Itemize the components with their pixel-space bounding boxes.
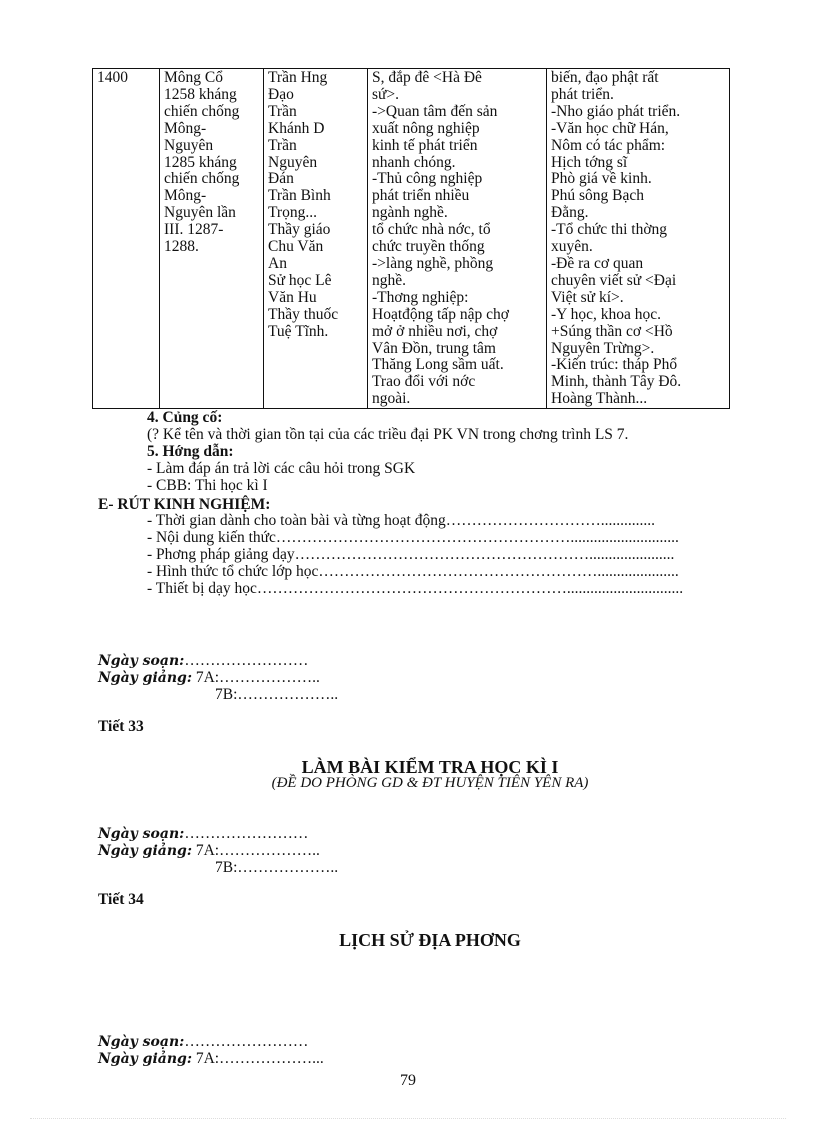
cell-text-line: biến, đạo phật rất [551, 70, 659, 86]
cell-text-line: -Nho giáo phát triển. [551, 103, 681, 120]
cell-text-line: Nguyên [268, 154, 318, 171]
lesson-number: Tiết 34 [98, 891, 144, 908]
table-cell-events [160, 69, 264, 409]
cell-text-line: III. 1287- [164, 222, 224, 239]
cell-text-line: Trao đổi với nớc [372, 374, 476, 391]
cell-text-line: Mông- [164, 188, 207, 205]
date-prepared [98, 1033, 308, 1051]
section-e-heading: E- RÚT KINH NGHIỆM: [98, 496, 271, 513]
section-e-line: - Hình thức tổ chức lớp học………………………………………………..................... [147, 563, 679, 580]
cell-text-line: -Y học, khoa học. [551, 306, 662, 323]
cell-text-line: nghề. [372, 272, 407, 289]
date-taught [98, 1050, 324, 1068]
cell-text-line: sứ>. [372, 86, 400, 103]
table-row [93, 69, 730, 409]
cell-text-line: ngành nghề. [372, 205, 448, 222]
date-prepared [98, 825, 308, 843]
cell-text-line: Vân Đồn, trung tâm [372, 340, 496, 357]
date-taught [98, 842, 320, 860]
date-prepared-dots: …………………… [184, 1033, 309, 1050]
cell-text-line: chức truyền thống [372, 239, 485, 256]
cell-text-line: phát triển nhiều [372, 188, 470, 205]
lesson-subtitle: (ĐỀ DO PHÒNG GD & ĐT HUYỆN TIÊN YÊN RA) [271, 775, 589, 791]
date-prepared [98, 652, 308, 670]
cell-text-line: Phú sông Bạch [551, 188, 644, 205]
date-prepared-label: Ngày soạn: [98, 826, 185, 842]
cell-text-line: chiến chống [164, 103, 240, 120]
section-e-line: - Phơng pháp giảng dạy…………………………………………………...................... [147, 546, 675, 563]
date-taught-7a: 7A:………………... [195, 1050, 324, 1067]
cell-text-line: Phò giá về kinh. [551, 171, 652, 188]
date-taught-label: Ngày giảng: [98, 670, 192, 686]
table-cell-year [93, 69, 160, 409]
table-cell-people [264, 69, 368, 409]
cell-text-line: Đằng. [551, 205, 589, 222]
section-4-heading: 4. Củng cố: [147, 409, 223, 426]
date-taught-label: Ngày giảng: [98, 1051, 192, 1067]
cell-text-line: mở ở nhiều nơi, chợ [372, 323, 498, 340]
cell-text-line: Chu Văn [268, 239, 324, 256]
section-5-heading: 5. Hớng dẫn: [147, 443, 234, 460]
lesson-title: LÀM BÀI KIỂM TRA HỌC KÌ I [301, 757, 559, 777]
cell-text-line: S, đắp đê <Hà Đê [372, 70, 482, 86]
cell-text-line: xuyên. [551, 239, 593, 256]
date-prepared-label: Ngày soạn: [98, 653, 185, 669]
cell-text-line: nhanh chóng. [372, 154, 456, 171]
cell-text-line: Thầy thuốc [268, 306, 339, 323]
section-5-line: - CBB: Thi học kì I [147, 477, 268, 494]
cell-text-line: Trần [268, 103, 297, 120]
cell-text-line: +Súng thần cơ <Hồ [551, 323, 673, 340]
cell-text-line: Việt sử kí>. [551, 289, 624, 306]
cell-text-line: Thăng Long sầm uất. [372, 357, 504, 374]
cell-text-line: Nguyên [164, 137, 214, 154]
section-5-line: - Làm đáp án trả lời các câu hỏi trong SGK [147, 460, 416, 477]
cell-text-line: Trọng... [268, 205, 317, 222]
cell-text-line: An [268, 255, 287, 272]
cell-text-line: Trần Hng [268, 70, 328, 86]
cell-text-line: -Tổ chức thi thờng [551, 222, 668, 239]
cell-text-line: chuyên viết sử <Đại [551, 272, 677, 289]
date-taught-7a: 7A:……………….. [195, 669, 320, 686]
cell-text-line: ->làng nghề, phồng [372, 255, 494, 272]
cell-text-line: Khánh D [268, 120, 325, 137]
cell-text-line: Nguyên lần [164, 205, 236, 222]
date-prepared-dots: …………………… [184, 825, 309, 842]
date-taught-label: Ngày giảng: [98, 843, 192, 859]
cell-text-line: chiến chống [164, 171, 240, 188]
table-cell-economy [368, 69, 547, 409]
section-e-line: - Nội dung kiến thức…………………………………………………............................ [147, 529, 679, 546]
date-taught [98, 669, 320, 687]
cell-text-line: Thầy giáo [268, 222, 331, 239]
date-prepared-dots: …………………… [184, 652, 309, 669]
cell-text-line: Hoàng Thành... [551, 391, 648, 408]
cell-text-line: Văn Hu [268, 289, 317, 306]
cell-text-line: Trần [268, 137, 297, 154]
date-prepared-label: Ngày soạn: [98, 1034, 185, 1050]
footer-rule [30, 1118, 786, 1119]
cell-text-line: Minh, thành Tây Đô. [551, 374, 682, 391]
cell-text-line: -Đề ra cơ quan [551, 255, 644, 272]
cell-text-line: Hoạtđộng tấp nập chợ [372, 306, 509, 323]
cell-text-line: -Kiến trúc: tháp Phổ [551, 357, 678, 374]
cell-text-line: Hịch tớng sĩ [551, 154, 628, 171]
cell-text-line: 1400 [97, 70, 128, 86]
cell-text-line: -Văn học chữ Hán, [551, 120, 669, 137]
section-4-text: (? Kể tên và thời gian tồn tại của các triều đại PK VN trong chơng trình LS 7. [147, 426, 629, 443]
cell-text-line: ->Quan tâm đến sản [372, 103, 498, 120]
cell-text-line: Tuệ Tĩnh. [268, 323, 329, 340]
cell-text-line: ngoài. [372, 391, 411, 408]
table-cell-culture [547, 69, 730, 409]
cell-text-line: 1285 kháng [164, 154, 237, 171]
page-number: 79 [400, 1072, 416, 1089]
section-e-line: - Thiết bị dạy học…………………………………………………….............................. [147, 580, 684, 597]
lesson-number: Tiết 33 [98, 718, 144, 735]
cell-text-line: Mông- [164, 120, 207, 137]
cell-text-line: phát triển. [551, 86, 614, 103]
section-e-line: - Thời gian dành cho toàn bài và từng hoạt động………………………….............. [147, 512, 655, 529]
history-table [92, 68, 730, 409]
cell-text-line: Trần Bình [268, 188, 331, 205]
cell-text-line: Sử học Lê [268, 272, 332, 289]
date-taught-7b: 7B:……………….. [215, 686, 339, 703]
cell-text-line: Nôm có tác phẩm: [551, 137, 666, 154]
lesson-title: LỊCH SỬ ĐỊA PHƠNG [339, 930, 521, 950]
cell-text-line: 1288. [164, 239, 199, 256]
cell-text-line: Mông Cổ [164, 70, 223, 86]
cell-text-line: Nguyên Trừng>. [551, 340, 655, 357]
cell-text-line: kinh tế phát triển [372, 137, 478, 154]
cell-text-line: Đạo [268, 86, 294, 103]
cell-text-line: tổ chức nhà nớc, tổ [372, 222, 491, 239]
date-taught-7b: 7B:……………….. [215, 859, 339, 876]
date-taught-7a: 7A:……………….. [195, 842, 320, 859]
cell-text-line: -Thủ công nghiệp [372, 171, 483, 188]
cell-text-line: Đán [268, 171, 294, 188]
cell-text-line: -Thơng nghiệp: [372, 289, 469, 306]
cell-text-line: xuất nông nghiệp [372, 120, 480, 137]
cell-text-line: 1258 kháng [164, 86, 237, 103]
